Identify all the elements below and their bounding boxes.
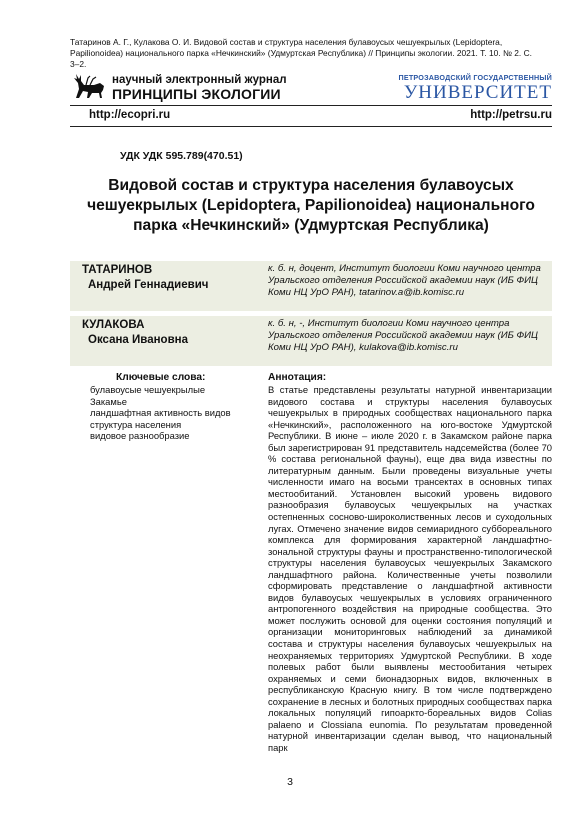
author-given-name: Оксана Ивановна	[88, 334, 188, 346]
citation: Татаринов А. Г., Кулакова О. И. Видовой состав и структура населения булавоусых чешуекрылых (Lepidoptera, Papilionoidea) национального парка «Нечкинский» (Удмуртская Республика) // Принципы экологии. 2021. Т. 10. № 2. С. 3–2.	[70, 37, 532, 69]
author-affiliation: к. б. н, -, Институт биологии Коми научного центра Уральского отделения Российской академии наук (ИБ ФИЦ Коми НЦ УрО РАН), kulakova@ib.komisc.ru	[268, 318, 538, 354]
udk-code: УДК УДК 595.789(470.51)	[120, 150, 243, 162]
author-row	[70, 261, 552, 311]
keyword-item: структура населения	[90, 418, 182, 430]
keywords-heading: Ключевые слова:	[116, 372, 206, 383]
author-row	[70, 316, 552, 366]
header-divider	[70, 105, 552, 106]
journal-url-link[interactable]: http://ecopri.ru	[89, 109, 171, 121]
author-given-name: Андрей Геннадиевич	[88, 279, 209, 291]
deer-logo-icon	[70, 72, 110, 102]
journal-name: ПРИНЦИПЫ ЭКОЛОГИИ	[112, 86, 281, 102]
author-affiliation: к. б. н, доцент, Институт биологии Коми научного центра Уральского отделения Российской академии наук (ИБ ФИЦ Коми НЦ УрО РАН), tatarinov.a@ib.komisc.ru	[268, 263, 541, 299]
keywords-list	[90, 384, 231, 442]
keyword-item: булавоусые чешуекрылые	[90, 384, 206, 395]
url-divider	[70, 126, 552, 127]
article-title: Видовой состав и структура населения булавоусых чешуекрылых (Lepidoptera, Papilionoidea) национального парка «Нечкинский» (Удмуртская Республика)	[87, 177, 535, 234]
journal-subtitle: научный электронный журнал	[112, 74, 287, 86]
university-name: УНИВЕРСИТЕТ	[403, 82, 552, 103]
author-name	[82, 263, 209, 293]
author-name	[82, 318, 188, 348]
author-surname: ТАТАРИНОВ	[82, 264, 153, 276]
abstract-heading: Аннотация:	[268, 372, 327, 383]
abstract-text: В статье представлены результаты натурной инвентаризации видового состава и структуры населения булавоусых чешуекрылых в природных сообществах национального парка «Нечкинский», расположенного на юго-востоке Удмуртской Республики. В июне – июле 2020 г. в Закамском районе парка был зарегистрирован 91 представитель надсемейства (более 70 % состава региональной фауны), еще два вида известны по литературным данным. Были проведены визуальные учеты численности имаго на восьми трансектах в основных типах местообитаний. Установлен высокий уровень видового разнообразия булавоусых чешуекрылых на участках остепненных сосново-широколиственных лесов и суходольных лугах. Отмечено значение видов семиаридного суббореального комплекса для формирования характерной ландшафтно-зональной структуры фауны и пространственно-типологической структуры населения булавоусых чешуекрылых Закамского ландшафтного района. Количественные учеты позволили сформировать представление о ландшафтной активности видов булавоусых чешуекрылых в условиях ограниченного антропогенного воздействия на природные сообщества. Это может послужить основой для оценки состояния популяций и организации мониторинговых наблюдений за динамикой состава и структуры населения булавоусых чешуекрылых на неохраняемых территориях Удмуртской Республики. В ходе полевых работ были выявлены местообитания четырех охраняемых и семи бионадзорных видов, включенных в республиканскую Красную книгу. В том числе подтверждено сохранение в лесных и болотных природных сообществах парка локальных популяций гипоаркто-бореальных видов Colias palaeno и Clossiana eunomia. По результатам проведенной натурной инвентаризации сделан вывод, что национальный парк	[268, 384, 552, 753]
author-surname: КУЛАКОВА	[82, 319, 145, 331]
keyword-item: Закамье	[90, 395, 127, 407]
journal-header	[70, 70, 552, 104]
keyword-item: ландшафтная активность видов	[90, 407, 231, 419]
university-name-top: ПЕТРОЗАВОДСКИЙ ГОСУДАРСТВЕННЫЙ	[398, 73, 552, 82]
university-url-link[interactable]: http://petrsu.ru	[470, 109, 552, 121]
page-number: 3	[287, 776, 293, 788]
keyword-item: видовое разнообразие	[90, 430, 190, 442]
